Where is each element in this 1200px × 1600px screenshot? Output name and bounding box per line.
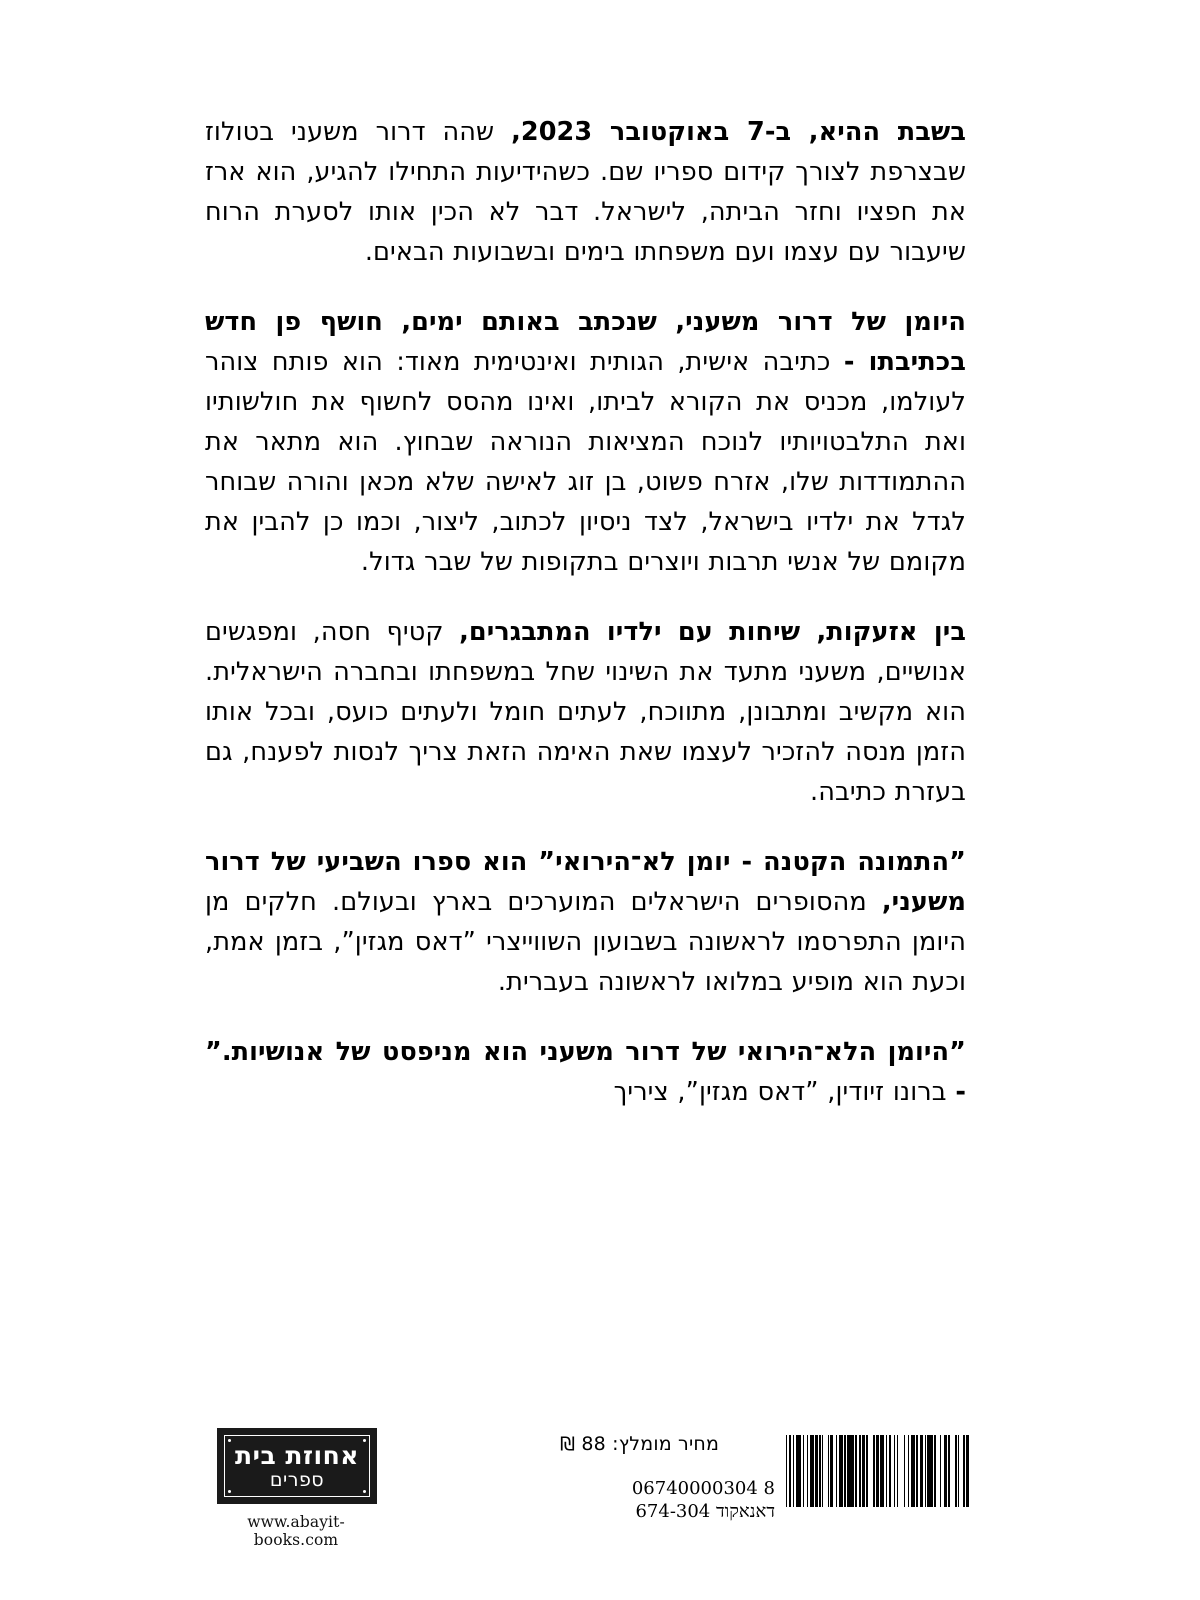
publisher-name: אחוזת בית — [235, 1440, 359, 1470]
paragraph-4-lead: ”התמונה הקטנה - יומן לא־הירואי” הוא ספרו השביעי של דרור משעני, — [205, 847, 966, 917]
barcode-space — [814, 1435, 815, 1507]
barcode-space — [926, 1435, 927, 1507]
barcode-bar — [966, 1435, 969, 1507]
barcode-space — [957, 1435, 958, 1507]
barcode-bar — [948, 1435, 949, 1507]
barcode-bar — [934, 1435, 935, 1507]
barcode-bar — [855, 1435, 856, 1507]
logo-corner-dot-icon — [228, 1439, 231, 1442]
barcode-bar — [894, 1435, 895, 1507]
barcode-space — [818, 1435, 819, 1507]
barcode-bar — [955, 1435, 956, 1507]
barcode-space — [905, 1435, 908, 1507]
barcode-bar — [836, 1435, 837, 1507]
paragraph-1-lead: בשבת ההיא, ב-7 באוקטובר 2023, — [511, 117, 966, 147]
barcode-space — [933, 1435, 934, 1507]
barcode-bar — [873, 1435, 874, 1507]
barcode-space — [833, 1435, 836, 1507]
footer — [0, 1385, 1200, 1549]
barcode-space — [898, 1435, 904, 1507]
barcode-bar — [920, 1435, 923, 1507]
barcode-space — [804, 1435, 807, 1507]
barcode-space — [794, 1435, 795, 1507]
barcode-bar — [963, 1435, 964, 1507]
barcode-space — [868, 1435, 874, 1507]
barcode-space — [823, 1435, 827, 1507]
barcode-space — [861, 1435, 862, 1507]
barcode-bar — [839, 1435, 843, 1507]
barcode-space — [854, 1435, 855, 1507]
logo-corner-dot-icon — [228, 1490, 231, 1493]
paragraph-3-lead: בין אזעקות, שיחות עם ילדיו המתבגרים, — [459, 617, 966, 647]
barcode-bar — [803, 1435, 804, 1507]
barcode-bar — [819, 1435, 820, 1507]
barcode-bar — [889, 1435, 892, 1507]
barcode-bar — [925, 1435, 926, 1507]
paragraph-4-body: מהסופרים הישראלים המוערכים בארץ ובעולם. חלקים מן היומן התפרסמו לראשונה בשבועון השווייצרי ”דאס מגזין”, בזמן אמת, וכעת הוא מופיע במלואו לראשונה בעברית. — [205, 887, 966, 997]
barcode-space — [837, 1435, 838, 1507]
pull-quote-attribution: ברונו זיודין, ”דאס מגזין”, ציריך — [613, 1077, 947, 1107]
barcode-bar — [916, 1435, 917, 1507]
barcode-bar — [786, 1435, 787, 1507]
barcode-space — [950, 1435, 956, 1507]
barcode-space — [843, 1435, 844, 1507]
barcode-bar — [830, 1435, 833, 1507]
barcode-bar — [904, 1435, 905, 1507]
barcode-space — [959, 1435, 963, 1507]
barcode-space — [846, 1435, 847, 1507]
barcode-space — [808, 1435, 809, 1507]
isbn-number: 06740000304 8 — [631, 1477, 775, 1499]
barcode-bar — [911, 1435, 915, 1507]
paragraph-2 — [205, 302, 966, 582]
barcode-bar — [796, 1435, 802, 1507]
barcode-space — [787, 1435, 788, 1507]
barcode-space — [782, 1435, 786, 1507]
publisher-subtitle: ספרים — [269, 1468, 325, 1491]
barcode-bar — [944, 1435, 947, 1507]
barcode-bar — [958, 1435, 959, 1507]
barcode-bar — [876, 1435, 879, 1507]
barcode-bar — [789, 1435, 792, 1507]
blurb-text-block — [205, 112, 966, 1112]
barcode-space — [821, 1435, 822, 1507]
barcode-bar — [844, 1435, 845, 1507]
price-and-code-block — [560, 1433, 775, 1524]
paragraph-1 — [205, 112, 966, 272]
pull-quote-text: ”היומן הלא־הירואי של דרור משעני הוא מניפסט של אנושיות.” - — [205, 1037, 966, 1107]
pull-quote — [205, 1032, 966, 1112]
recommended-price: מחיר מומלץ: 88 ₪ — [560, 1433, 720, 1455]
barcode-space — [923, 1435, 924, 1507]
paragraph-4 — [205, 842, 966, 1002]
barcode-space — [887, 1435, 888, 1507]
logo-corner-dot-icon — [363, 1490, 366, 1493]
paragraph-1-body: שהה דרור משעני בטולוז שבצרפת לצורך קידום ספריו שם. כשהידיעות התחילו להגיע, הוא ארז את חפציו וחזר הביתה, לישראל. דבר לא הכין אותו לסערת הרוח שיעבור עם עצמו ועם משפחתו בימים ובשבועות הבאים. — [205, 117, 966, 267]
barcode-space — [909, 1435, 910, 1507]
barcode-bar — [940, 1435, 941, 1507]
barcode-bar — [859, 1435, 860, 1507]
barcode-bar — [822, 1435, 823, 1507]
paragraph-3-body: קטיף חסה, ומפגשים אנושיים, משעני מתעד את השינוי שחל במשפחתו ובחברה הישראלית. הוא מקשיב ומתבונן, מתווכח, לעתים חומל ולעתים כועס, ובכל אותו הזמן מנסה להזכיר לעצמו שאת האימה הזאת צריך לנסות לפענח, גם בעזרת כתיבה. — [205, 617, 966, 807]
publisher-block — [215, 1428, 377, 1549]
paragraph-3 — [205, 612, 966, 812]
publisher-logo — [217, 1428, 377, 1504]
barcode-space — [884, 1435, 885, 1507]
barcode-space — [857, 1435, 860, 1507]
barcode — [782, 1435, 969, 1507]
barcode-space — [791, 1435, 792, 1507]
barcode-space — [941, 1435, 944, 1507]
barcode-bar — [828, 1435, 829, 1507]
barcode-space — [829, 1435, 830, 1507]
barcode-space — [875, 1435, 876, 1507]
barcode-space — [965, 1435, 966, 1507]
barcode-bar — [815, 1435, 818, 1507]
barcode-bar — [847, 1435, 854, 1507]
barcode-space — [918, 1435, 921, 1507]
barcode-space — [879, 1435, 880, 1507]
barcode-bar — [807, 1435, 808, 1507]
barcode-space — [801, 1435, 802, 1507]
paragraph-2-body: כתיבה אישית, הגותית ואינטימית מאוד: הוא פותח צוהר לעולמו, מכניס את הקורא לביתו, ואינו מהסס לחשוף את חולשותיו ואת התלבטויותיו לנוכח המציאות הנוראה שבחוץ. הוא מתאר את ההתמודדות שלו, אזרח פשוט, בן זוג לאישה שלא מכאן והורה שבוחר לגדל את ילדיו בישראל, לצד ניסיון לכתוב, ליצור, וכמו כן להבין את מקומם של אנשי תרבות ויוצרים בתקופות של שבר גדול. — [205, 347, 966, 577]
paragraph-2-lead: היומן של דרור משעני, שנכתב באותם ימים, חושף פן חדש בכתיבתו - — [205, 307, 966, 377]
barcode-space — [865, 1435, 866, 1507]
barcode-space — [915, 1435, 916, 1507]
barcode-bar — [793, 1435, 794, 1507]
barcode-bar — [880, 1435, 884, 1507]
barcode-bar — [862, 1435, 865, 1507]
barcode-bar — [908, 1435, 909, 1507]
publisher-website[interactable]: www.abayit-books.com — [247, 1513, 345, 1549]
logo-corner-dot-icon — [363, 1439, 366, 1442]
barcode-space — [891, 1435, 894, 1507]
barcode-space — [936, 1435, 940, 1507]
barcode-bar — [886, 1435, 887, 1507]
danacode-number: דאנאקוד 674-304 — [635, 1501, 775, 1523]
barcode-bar — [927, 1435, 933, 1507]
barcode-bar — [866, 1435, 867, 1507]
barcode-bar — [897, 1435, 898, 1507]
barcode-bar — [810, 1435, 814, 1507]
barcode-space — [947, 1435, 948, 1507]
barcode-space — [895, 1435, 896, 1507]
